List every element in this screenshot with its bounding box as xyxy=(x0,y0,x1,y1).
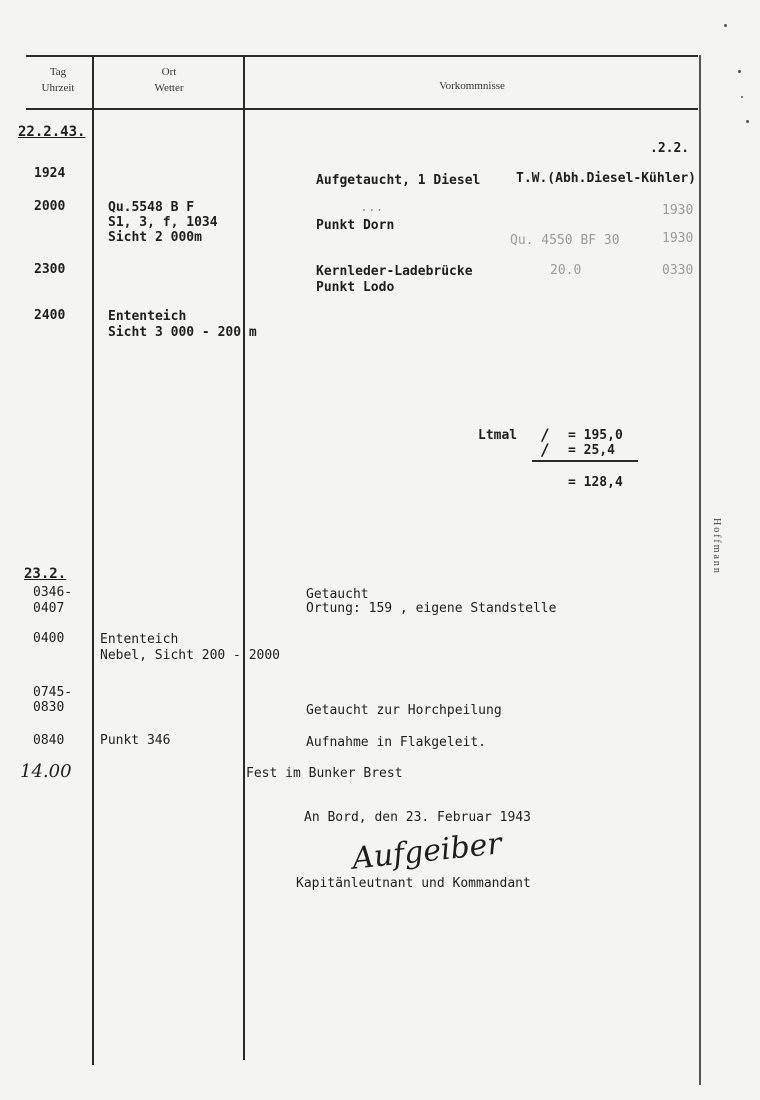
row-2000-ghost-4: Qu. 4550 BF 30 xyxy=(510,233,620,248)
row-2000-event: Punkt Dorn xyxy=(316,218,395,233)
row-2300-time: 2300 xyxy=(34,262,66,277)
row-1400-time-handwritten: 14.00 xyxy=(20,761,72,782)
row-2300-event-2: Punkt Lodo xyxy=(316,280,395,295)
header-tag-uhrzeit xyxy=(28,64,88,96)
fuel-total: = 128,4 xyxy=(568,475,623,490)
row-2000-place-3: Sicht 2 000m xyxy=(108,230,202,245)
row-0840-place: Punkt 346 xyxy=(100,733,171,748)
row-0745-time-1: 0745- xyxy=(33,685,73,700)
row-2300-ghost-1: 20.0 xyxy=(550,263,582,278)
row-1924-time: 1924 xyxy=(34,166,66,181)
row-2000-place-1: Qu.5548 B F xyxy=(108,200,195,215)
row-0400-place-1: Ententeich xyxy=(100,632,179,647)
right-border xyxy=(699,55,701,1085)
row-1924-event: Aufgetaucht, 1 Diesel xyxy=(316,173,481,188)
row-2000-ghost-1: ... xyxy=(360,200,384,215)
header-wetter: Wetter xyxy=(154,82,184,94)
row-0745-event: Getaucht zur Horchpeilung xyxy=(306,703,502,718)
row-0346-time-2: 0407 xyxy=(33,601,65,616)
date-23-2: 23.2. xyxy=(24,566,67,582)
scan-speck xyxy=(724,24,727,27)
row-1924-overstrike: T.W.(Abh.Diesel-Kühler) xyxy=(516,171,697,186)
row-1400-event: Fest im Bunker Brest xyxy=(246,766,403,781)
row-2400-time: 2400 xyxy=(34,308,66,323)
row-2000-ghost-2: 1930 xyxy=(662,203,694,218)
scan-speck xyxy=(741,96,743,98)
header-vorkommnisse: Vorkommnisse xyxy=(439,80,505,92)
row-0346-time-1: 0346- xyxy=(33,585,73,600)
row-0400-place-2: Nebel, Sicht 200 - 2000 xyxy=(100,648,281,663)
row-2000-place-2: S1, 3, f, 1034 xyxy=(108,215,218,230)
row-0840-event: Aufnahme in Flakgeleit. xyxy=(306,735,487,750)
fuel-label: Ltmal xyxy=(478,428,518,443)
top-rule xyxy=(26,55,698,57)
signoff-place-date: An Bord, den 23. Februar 1943 xyxy=(304,810,531,825)
row-2400-place-2: Sicht 3 000 - 200 m xyxy=(108,325,257,340)
scan-speck xyxy=(746,120,749,123)
row-2000-time: 2000 xyxy=(34,199,66,214)
date-22-2-43: 22.2.43. xyxy=(18,124,86,140)
fuel-line-2: = 25,4 xyxy=(568,443,615,458)
row-0745-time-2: 0830 xyxy=(33,700,65,715)
column-divider-2 xyxy=(243,55,245,1060)
fuel-slash-2: / xyxy=(540,440,550,459)
page-reference: .2.2. xyxy=(650,141,690,156)
fuel-sum-rule xyxy=(532,460,638,462)
fuel-slash-1: / xyxy=(540,425,550,444)
header-bottom-rule xyxy=(26,108,698,110)
row-2000-ghost-3: 1930 xyxy=(662,231,694,246)
row-0400-time: 0400 xyxy=(33,631,65,646)
commander-signature: Aufgeiber xyxy=(350,826,504,877)
header-ort: Ort xyxy=(161,66,177,78)
row-2400-place-1: Ententeich xyxy=(108,309,187,324)
header-tag: Tag xyxy=(49,66,67,78)
column-divider-1 xyxy=(92,55,94,1065)
signoff-title: Kapitänleutnant und Kommandant xyxy=(296,876,531,891)
fuel-line-1: = 195,0 xyxy=(568,428,623,443)
scan-speck xyxy=(738,70,741,73)
header-ort-wetter xyxy=(96,64,242,96)
header-uhrzeit: Uhrzeit xyxy=(41,82,75,94)
side-note: Hoffmann xyxy=(711,518,722,575)
row-0346-event-2: Ortung: 159 , eigene Standstelle xyxy=(306,601,557,616)
row-0346-event-1: Getaucht xyxy=(306,587,369,602)
row-2300-ghost-2: 0330 xyxy=(662,263,694,278)
row-2300-event-1: Kernleder-Ladebrücke xyxy=(316,264,473,279)
row-0840-time: 0840 xyxy=(33,733,65,748)
